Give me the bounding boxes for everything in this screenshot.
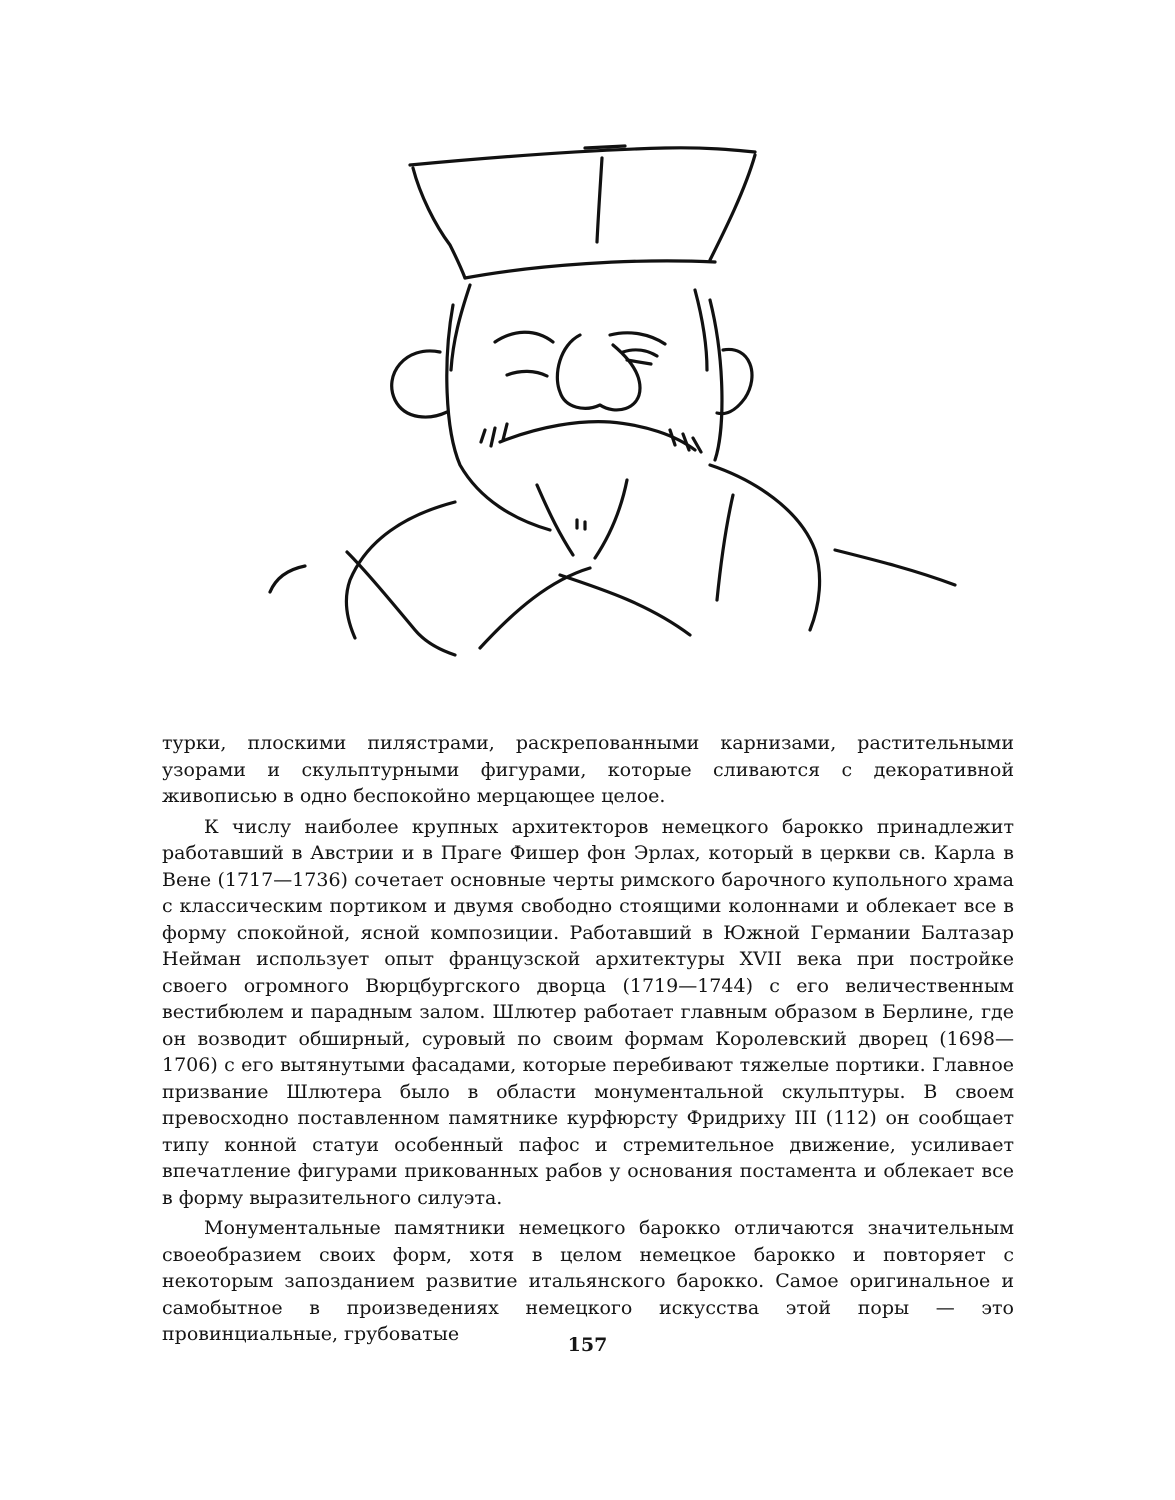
left-ear xyxy=(392,351,447,417)
hair-left-strand xyxy=(451,285,470,370)
chin-right xyxy=(595,480,627,558)
cap-right-side xyxy=(710,155,755,260)
right-eye xyxy=(623,350,657,356)
paragraph-1: турки, плоскими пилястрами, раскрепованными карнизами, растительными узорами и скульптурными фигурами, которые сливаются с декоративной живописью в одно беспокойно мерцающее целое. xyxy=(162,732,1014,807)
moustache-right xyxy=(670,430,701,452)
right-collar xyxy=(717,495,733,600)
cap-center-crease xyxy=(597,158,602,242)
cap-top-line xyxy=(410,148,755,165)
right-arm-line xyxy=(835,550,955,585)
left-arm-hint xyxy=(270,566,305,592)
caricature-drawing xyxy=(255,130,975,670)
caricature-illustration xyxy=(255,130,975,670)
cap-brim xyxy=(465,261,715,278)
right-brow xyxy=(610,333,665,344)
collar-cross-right xyxy=(560,575,690,635)
moustache-left xyxy=(481,424,507,446)
paragraph-2: К числу наиболее крупных архитекторов немецкого барокко принадлежит работавший в Австрии и в Праге Фишер фон Эрлах, который в церкви св. Карла в Вене (1717—1736) сочетает основные черты римского барочного купольного храма с классическим портиком и двумя свободно стоящими колоннами и облекает все в форму спокойной, ясной композиции. Работавший в Южной Германии Балтазар Нейман использует опыт французской архитектуры XVII века при постройке своего огромного Вюрцбургского дворца (1719—1744) с его величественным вестибюлем и парадным залом. Шлютер работает главным образом в Берлине, где он возводит обширный, суровый по своим формам Королевский дворец (1698—1706) с его вытянутыми фасадами, которые перебивают тяжелые портики. Главное призвание Шлютера было в области монументальной скульптуры. В своем превосходно поставленном памятнике курфюрсту Фридриху III (112) он сообщает типу конной статуи особенный пафос и стремительное движение, усиливает впечатление фигурами прикованных рабов у основания постамента и облекает все в форму выразительного силуэта. xyxy=(162,815,1014,1209)
cap-top-tick xyxy=(585,146,625,148)
left-brow xyxy=(495,332,553,342)
paragraph-3: Монументальные памятники немецкого барокко отличаются значительным своеобразием своих форм, хотя в целом немецкое барокко и повторяет с некоторым запозданием развитие итальянского барокко. Самое оригинальное и самобытное в произведениях немецкого искусства этой поры — это провинциальные, грубоватые xyxy=(162,1217,1014,1345)
right-shoulder xyxy=(710,465,820,630)
nose xyxy=(557,335,640,410)
mouth xyxy=(500,422,695,450)
left-eye xyxy=(507,371,547,376)
chin-marks xyxy=(577,520,585,529)
chin-left xyxy=(537,485,573,555)
cap-left-side xyxy=(413,168,465,278)
page-number: 157 xyxy=(567,1334,608,1356)
left-collar xyxy=(347,552,455,655)
face-right-outline xyxy=(710,300,722,460)
body-text xyxy=(162,730,1014,1348)
hair-right-strand xyxy=(695,290,707,370)
